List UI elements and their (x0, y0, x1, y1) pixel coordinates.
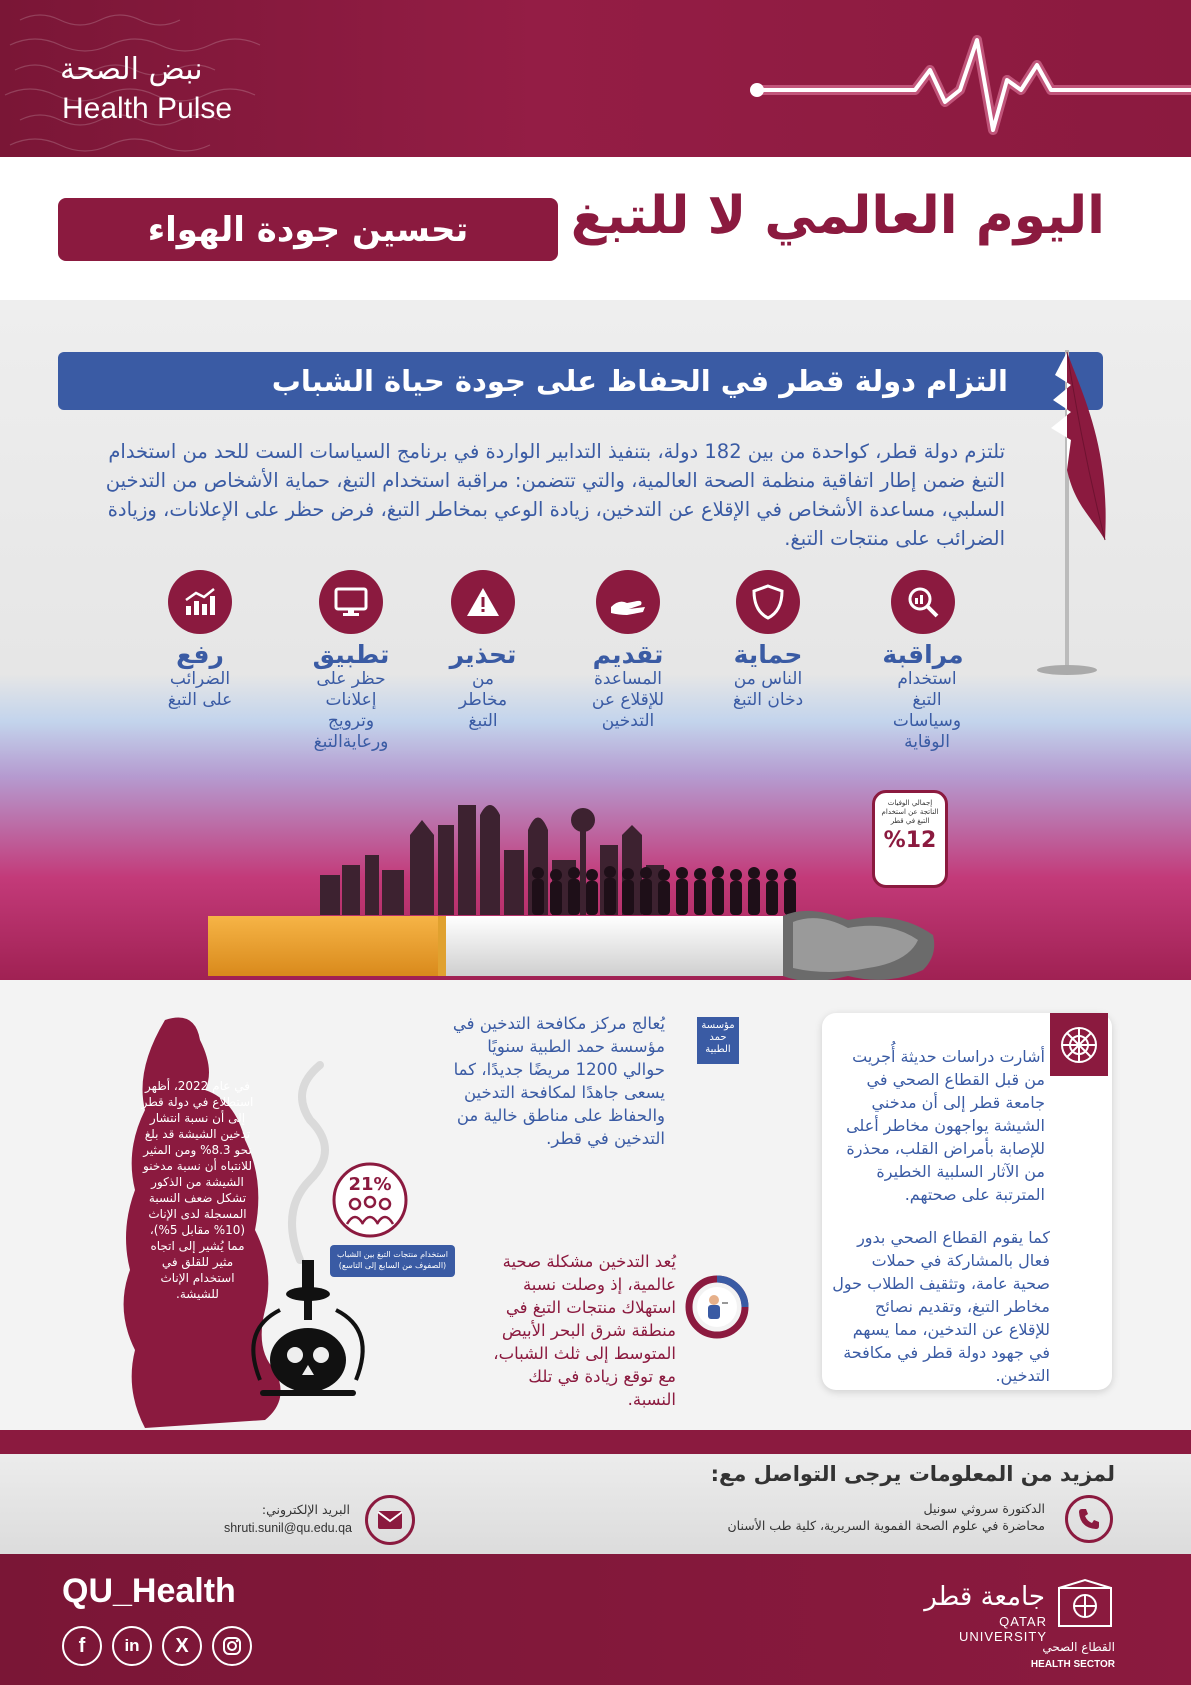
contact-person (690, 1500, 1045, 1534)
policy-warn (418, 570, 548, 732)
map-shisha-text: في عام 2022، أظهر استطلاع في دولة قطر إلى أن نسبة انتشار تدخين الشيشة قد بلغ نحو 8.3% ومن المثير للانتباه أن نسبة مدخنو الشيشة من الذكور تشكل ضعف النسبة المسجلة لدى الإناث (10% مقابل 5%)، مما يُشير إلى اتجاه مثير للقلق في استخدام الإناث للشيشة. (141, 1079, 254, 1301)
helping-hand-icon (596, 570, 660, 634)
youth-donut-icon (682, 1272, 752, 1342)
contact-divider (0, 1430, 1191, 1454)
brand-name-english: Health Pulse (62, 92, 233, 125)
qatar-university-logo (1055, 1578, 1115, 1630)
brand-name-arabic: نبض الصحة (60, 52, 203, 87)
youth-percentage-caption: استخدام منتجات التبغ بين الشباب (الصفوف من السابع إلى التاسع) (330, 1245, 455, 1277)
university-name-arabic: جامعة قطر (924, 1582, 1045, 1612)
policy-description: حظر على إعلانات وترويج ورعايةالتبغ (313, 669, 389, 752)
health-sector-arabic: القطاع الصحي (1042, 1640, 1115, 1654)
monitor-magnifier-icon (891, 570, 955, 634)
x-icon[interactable]: X (162, 1626, 202, 1666)
policy-heading: مراقبة (882, 640, 964, 669)
policy-heading: حماية (733, 640, 803, 669)
policy-heading: تطبيق (312, 640, 390, 669)
warning-icon (451, 570, 515, 634)
hmc-logo: مؤسسة حمد الطبية (697, 1017, 739, 1064)
section-heading: التزام دولة قطر في الحفاظ على جودة حياة الشباب (58, 352, 1103, 410)
card-paragraph-1: أشارت دراسات حديثة أُجريت من قبل القطاع الصحي في جامعة قطر إلى أن مدخني الشيشة يواجهون مخاطر أعلى للإصابة بأمراض القلب، محذرة من الآثار السلبية الخطيرة المترتبة على صحتهم. (846, 1047, 1045, 1204)
header-banner (0, 0, 1191, 157)
policy-description: من مخاطر التبغ (458, 669, 508, 731)
campaign-tag: تحسين جودة الهواء (58, 198, 558, 261)
who-paragraph: يُعد التدخين مشكلة صحية عالمية، إذ وصلت نسبة استهلاك منتجات التبغ في منطقة شرق البحر الأبيض المتوسط إلى ثلث الشباب، مع توقع زيادة في تلك النسبة. (493, 1252, 676, 1409)
rising-chart-icon (168, 570, 232, 634)
policy-offer-help (563, 570, 693, 732)
policy-heading: رفع (176, 640, 224, 669)
policy-raise-taxes (135, 570, 265, 711)
policy-protect (703, 570, 833, 711)
contact-heading: لمزيد من المعلومات يرجى التواصل مع: (710, 1462, 1115, 1486)
deaths-label: إجمالي الوفيات الناتجة عن استخدام التبغ في قطر (881, 799, 939, 825)
linkedin-icon[interactable]: in (112, 1626, 152, 1666)
policy-heading: تقديم (592, 640, 664, 669)
contact-role: محاضرة في علوم الصحة الفموية السريرية، كلية طب الأسنان (727, 1518, 1045, 1533)
health-sector-english: HEALTH SECTOR (1030, 1659, 1115, 1670)
policy-description: الناس من دخان التبغ (732, 669, 804, 710)
youth-percentage-icon (325, 1160, 415, 1240)
email-label: البريد الإلكتروني: (261, 1502, 350, 1517)
facebook-icon[interactable]: f (62, 1626, 102, 1666)
qu-emblem-icon (1050, 1013, 1108, 1076)
card-paragraph-2: كما يقوم القطاع الصحي بدور فعال بالمشاركة في حملات صحية عامة، وتثقيف الطلاب حول مخاطر التبغ، وتقديم نصائح للإقلاع عن التدخين، مما يسهم في جهود دولة قطر في مكافحة التدخين. (832, 1228, 1050, 1385)
instagram-icon[interactable] (212, 1626, 252, 1666)
policy-description: الضرائب على التبغ (167, 669, 233, 710)
deaths-percentage-badge (872, 790, 948, 888)
hmc-paragraph: يُعالج مركز مكافحة التدخين في مؤسسة حمد الطبية سنويًا حوالي 1200 مريضًا جديدًا، كما يسعى جاهدًا لمكافحة التدخين والحفاظ على مناطق خالية من التدخين في قطر. (452, 1014, 665, 1148)
policy-heading: تحذير (449, 640, 517, 669)
university-name-english: QATAR UNIVERSITY (958, 1614, 1047, 1644)
policy-ban-ads (286, 570, 416, 753)
cigarette-illustration (208, 910, 938, 982)
social-handle: QU_Health (62, 1572, 236, 1610)
qatar-flag-icon (1015, 340, 1135, 680)
policy-description: المساعدة للإقلاع عن التدخين (591, 669, 665, 731)
shield-icon (736, 570, 800, 634)
contact-name: الدكتورة سروثي سونيل (923, 1501, 1045, 1516)
deaths-value: %12 (883, 828, 937, 853)
intro-paragraph: تلتزم دولة قطر، كواحدة من بين 182 دولة، بتنفيذ التدابير الواردة في برنامج السياسات الست للحد من استخدام التبغ ضمن إطار اتفاقية منظمة الصحة العالمية، والتي تتضمن: مراقبة استخدام التبغ، حماية الأشخاص من التدخين السلبي، مساعدة الأشخاص في الإقلاع عن التدخين، زيادة الوعي بمخاطر التبغ، فرض حظر على الإعلانات، وزيادة الضرائب على منتجات التبغ. (105, 440, 1005, 550)
heartbeat-line-icon (745, 30, 1191, 140)
mail-icon[interactable] (365, 1495, 415, 1545)
youth-percentage-value: 21% (348, 1174, 392, 1195)
page-title: اليوم العالمي لا للتبغ (570, 186, 1105, 246)
email-link[interactable]: shruti.sunil@qu.edu.qa (223, 1521, 352, 1535)
policy-description: استخدام التبغ وسياسات الوقاية (892, 669, 962, 752)
screen-icon (319, 570, 383, 634)
policy-monitor (858, 570, 988, 753)
doha-skyline-illustration (310, 795, 840, 915)
phone-icon[interactable] (1065, 1495, 1113, 1543)
